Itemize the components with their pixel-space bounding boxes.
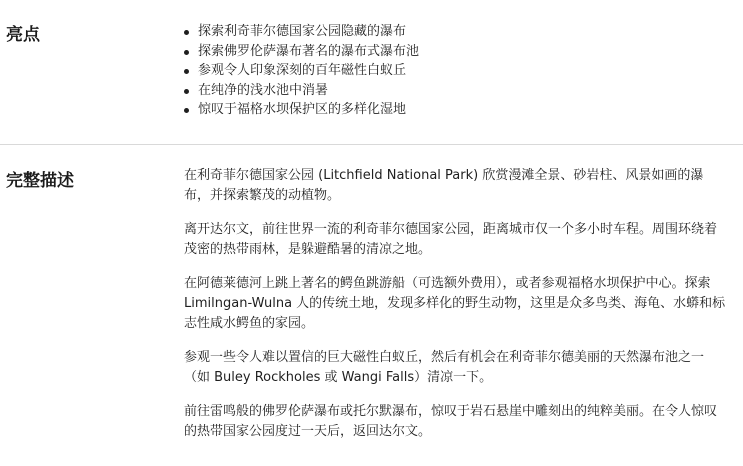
highlight-text: 惊叹于福格水坝保护区的多样化湿地 xyxy=(198,102,407,117)
highlight-item xyxy=(184,81,419,101)
description-paragraph: 在利奇菲尔德国家公园 (Litchfield National Park) 欣赏漫滩全景、砂岩柱、风景如画的瀑布，并探索繁茂的动植物。 xyxy=(184,168,704,203)
bullet-icon xyxy=(184,69,189,74)
description-body xyxy=(184,166,729,456)
section-divider xyxy=(0,144,743,145)
highlight-text: 探索利奇菲尔德国家公园隐藏的瀑布 xyxy=(198,24,407,39)
highlight-item xyxy=(184,22,419,42)
bullet-icon xyxy=(184,89,189,94)
highlight-text: 参观令人印象深刻的百年磁性白蚁丘 xyxy=(198,63,407,78)
description-paragraph: 离开达尔文，前往世界一流的利奇菲尔德国家公园，距离城市仅一个多小时车程。周围环绕着茂密的热带雨林，是躲避酷暑的清凉之地。 xyxy=(184,222,718,257)
description-paragraph: 参观一些令人难以置信的巨大磁性白蚁丘，然后有机会在利奇菲尔德美丽的天然瀑布池之一（如 Buley Rockholes 或 Wangi Falls）清凉一下。 xyxy=(184,350,705,385)
highlights-list xyxy=(184,22,419,120)
description-paragraph: 在阿德莱德河上跳上著名的鳄鱼跳游船（可选额外费用），或者参观福格水坝保护中心。探索 Limilngan-Wulna 人的传统土地，发现多样化的野生动物，这里是众多鸟类、海龟、水蟒和标志性咸水鳄鱼的家园。 xyxy=(184,276,726,331)
highlight-item xyxy=(184,61,419,81)
highlights-title: 亮点 xyxy=(6,25,40,45)
highlight-text: 在纯净的浅水池中消暑 xyxy=(198,82,329,98)
highlight-item xyxy=(184,100,419,120)
description-paragraph: 前往雷鸣般的佛罗伦萨瀑布或托尔默瀑布，惊叹于岩石悬崖中雕刻出的纯粹美丽。在令人惊叹的热带国家公园度过一天后，返回达尔文。 xyxy=(184,404,718,439)
highlight-text: 探索佛罗伦萨瀑布著名的瀑布式瀑布池 xyxy=(198,43,420,59)
bullet-icon xyxy=(184,50,189,55)
highlight-item xyxy=(184,42,419,62)
highlights-section xyxy=(0,0,743,144)
description-section xyxy=(0,146,743,466)
bullet-icon xyxy=(184,30,189,35)
bullet-icon xyxy=(184,108,189,113)
description-title: 完整描述 xyxy=(6,171,74,191)
